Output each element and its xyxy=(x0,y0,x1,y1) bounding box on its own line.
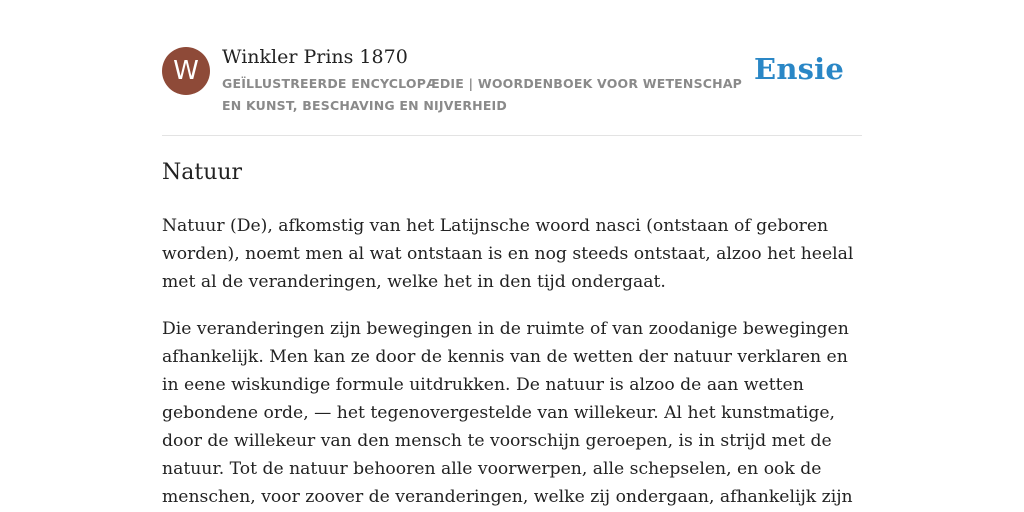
source-avatar[interactable]: W xyxy=(162,47,210,95)
ensie-logo[interactable]: Ensie xyxy=(754,52,844,86)
header xyxy=(162,46,862,136)
article-paragraph-2: Die veranderingen zijn bewegingen in de ruimte of van zoodanige bewegingen afhankelijk. Men kan ze door de kennis van de wetten der natuur verklaren en in eene wiskundige formule uitdrukken. De natuur is alzoo de aan wetten gebondene orde, — het tegenovergestelde van willekeur. Al het kunstmatige, door de willekeur van den mensch te voorschijn geroepen, is in strijd met de natuur. Tot de natuur behooren alle voorwerpen, alle schepselen, en ook de menschen, voor zoover de veranderingen, welke zij ondergaan, afhankelijk zijn xyxy=(162,319,853,507)
header-divider xyxy=(162,135,862,136)
source-subtitle: GEÏLLUSTREERDE ENCYCLOPÆDIE | WOORDENBOEK VOOR WETENSCHAP EN KUNST, BESCHAVING EN NIJVERHEID xyxy=(222,76,743,113)
article-paragraph-1: Natuur (De), afkomstig van het Latijnsche woord nasci (ontstaan of geboren worden), noemt men al wat ontstaan is en nog steeds ontstaat, alzoo het heelal met al de veranderingen, welke het in den tijd ondergaat. xyxy=(162,216,854,292)
source-title[interactable]: Winkler Prins 1870 xyxy=(222,46,408,68)
article-body xyxy=(162,212,862,512)
page-title: Natuur xyxy=(162,160,243,185)
